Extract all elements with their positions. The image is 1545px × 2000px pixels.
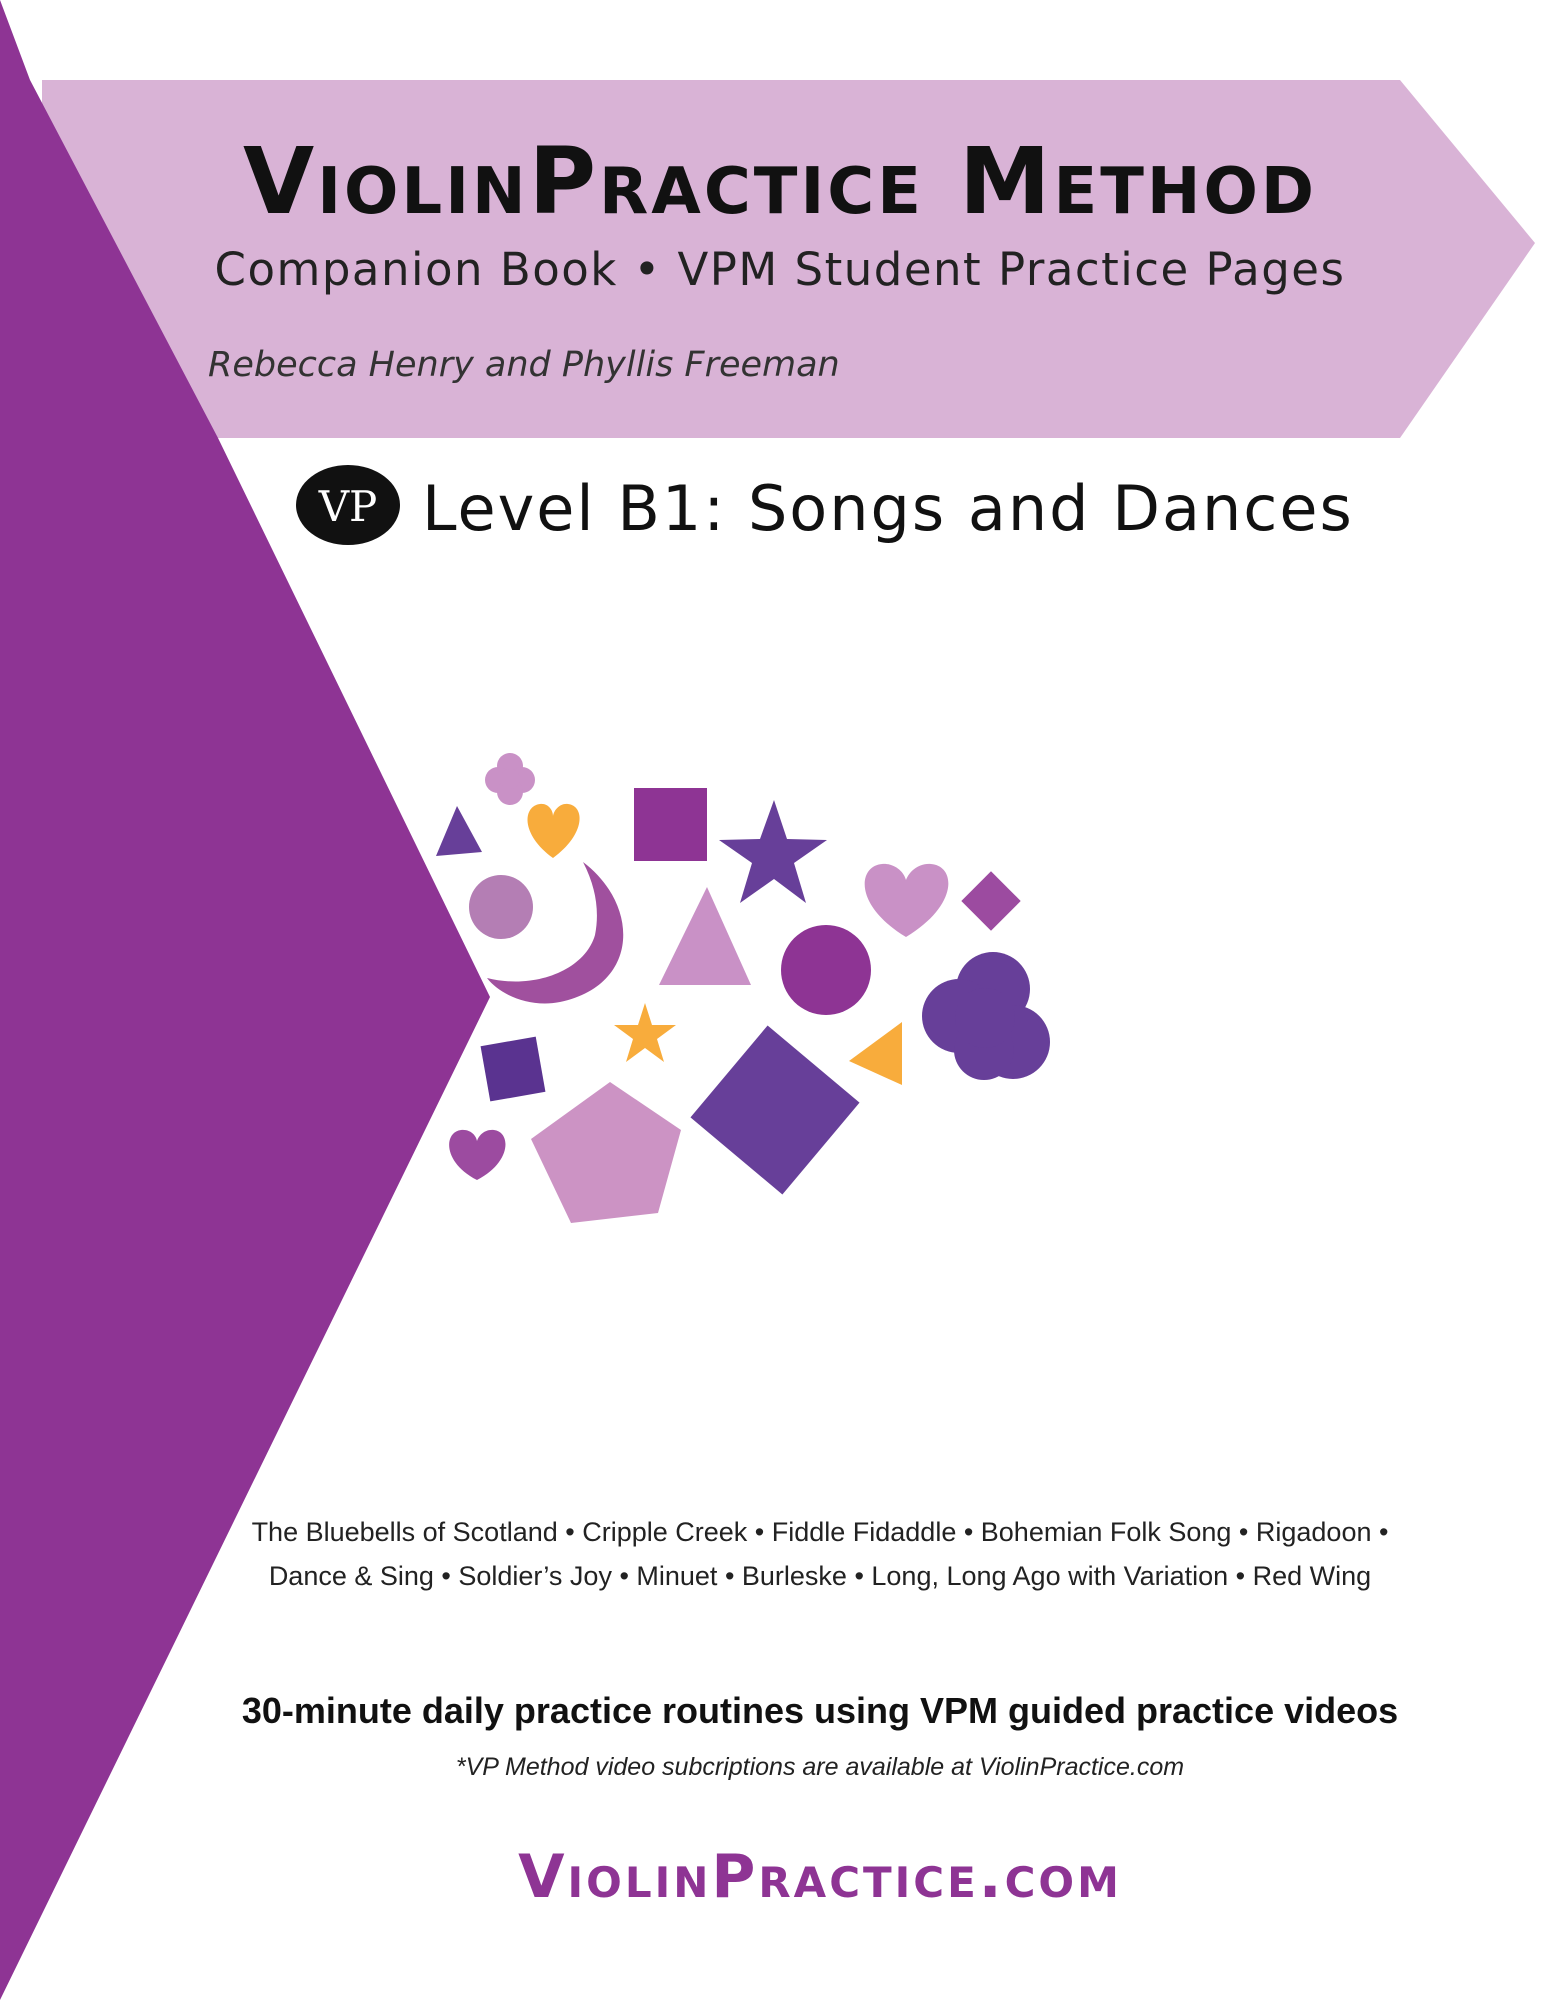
orange-heart: [528, 804, 580, 858]
purple-square: [634, 788, 707, 861]
vp-logo-icon: [293, 461, 403, 549]
website-link[interactable]: ViolinPractice.com: [518, 1842, 1122, 1912]
tagline: 30-minute daily practice routines using VPM guided practice videos: [241, 1690, 1399, 1731]
authors: Rebecca Henry and Phyllis Freeman: [208, 345, 840, 385]
song-list: [240, 1510, 1400, 1598]
orange-star: [614, 1003, 676, 1062]
shapes-cluster: [436, 753, 1050, 1223]
orange-triangle: [849, 1022, 902, 1085]
dark-violet-square: [481, 1037, 546, 1102]
small-heart: [449, 1130, 505, 1180]
pink-circle: [469, 875, 533, 939]
level-title: Level B1: Songs and Dances: [422, 472, 1354, 545]
flower-shape: [485, 753, 535, 805]
small-diamond: [961, 871, 1020, 930]
pink-pentagon: [531, 1082, 681, 1223]
book-subtitle: Companion Book • VPM Student Practice Pages: [214, 243, 1346, 296]
song-list-line: The Bluebells of Scotland • Cripple Creek • Fiddle Fidaddle • Bohemian Folk Song • Rigadoon •: [251, 1517, 1389, 1547]
song-list-line: Dance & Sing • Soldier’s Joy • Minuet • Burleske • Long, Long Ago with Variation • Red Wing: [268, 1561, 1372, 1591]
logo-text: VP: [318, 482, 378, 531]
purple-circle: [781, 925, 871, 1015]
violet-flower: [922, 952, 1050, 1080]
book-title: ViolinPractice Method: [243, 128, 1317, 235]
footnote: *VP Method video subcriptions are available at ViolinPractice.com: [455, 1753, 1185, 1781]
violet-diamond: [690, 1025, 859, 1194]
violet-star: [719, 800, 827, 903]
pink-heart: [865, 864, 949, 937]
small-triangle: [436, 806, 482, 856]
light-triangle: [659, 887, 751, 985]
